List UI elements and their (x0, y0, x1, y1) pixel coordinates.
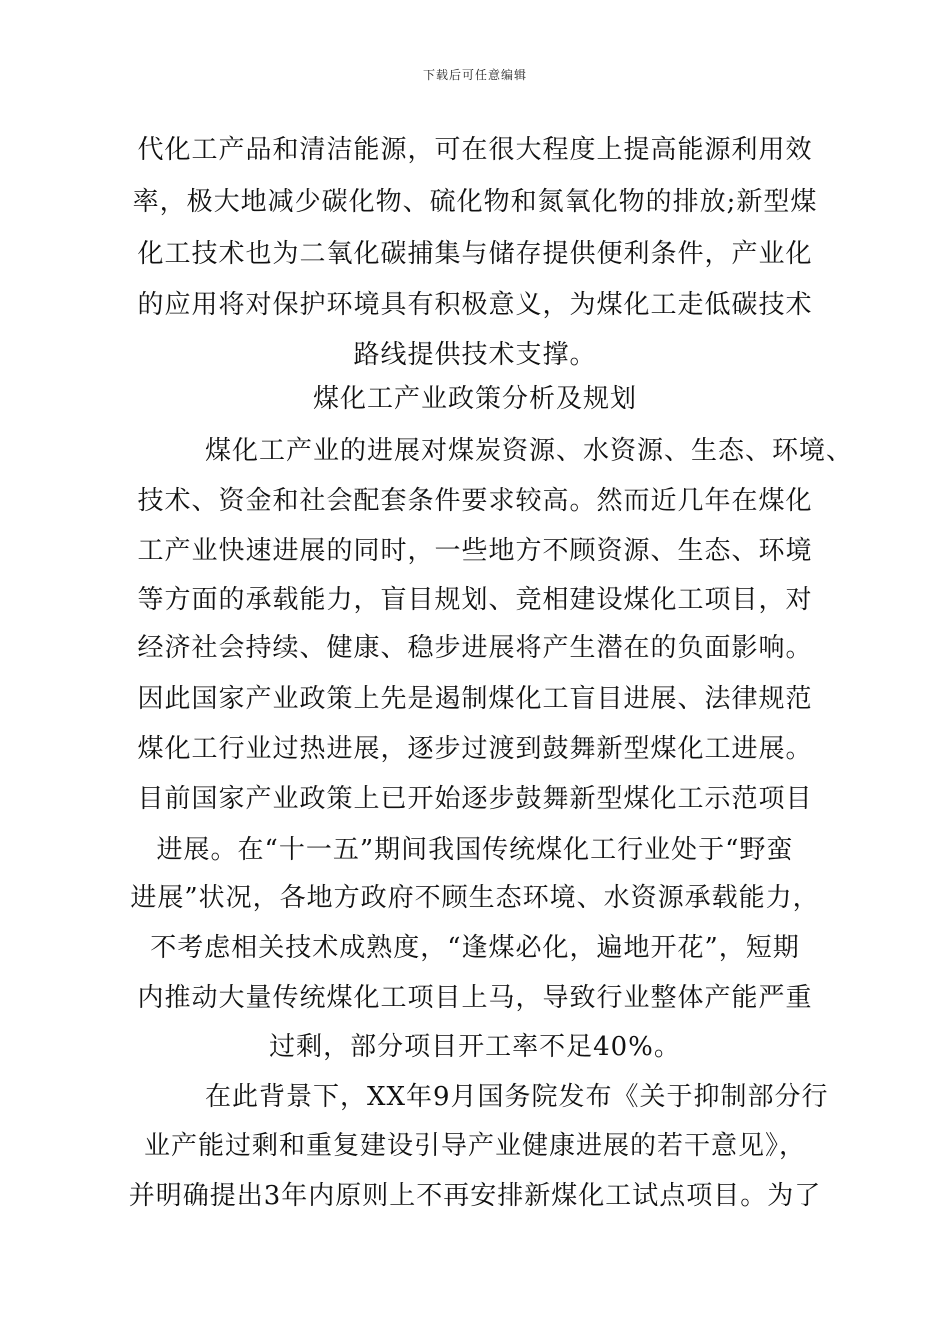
body-line: 因此国家产业政策上先是遏制煤化工盲目进展、法律规范 (137, 684, 813, 714)
body-line: 率，极大地减少碳化物、硫化物和氮氧化物的排放;新型煤 (132, 187, 818, 217)
body-line: 煤化工产业的进展对煤炭资源、水资源、生态、环境、 (205, 436, 854, 466)
body-line: 代化工产品和清洁能源，可在很大程度上提高能源利用效 (137, 135, 813, 165)
body-line: 在此背景下，XX年9月国务院发布《关于抑制部分行 (205, 1082, 829, 1112)
body-line: 并明确提出3年内原则上不再安排新煤化工试点项目。为了 (128, 1181, 822, 1211)
body-line: 的应用将对保护环境具有积极意义，为煤化工走低碳技术 (137, 290, 813, 320)
body-line: 经济社会持续、健康、稳步进展将产生潜在的负面影响。 (137, 633, 813, 663)
page-header: 下载后可任意编辑 (422, 68, 527, 82)
body-line: 目前国家产业政策上已开始逐步鼓舞新型煤化工示范项目 (137, 784, 813, 814)
body-line: 进展。在“十一五”期间我国传统煤化工行业处于“野蛮 (156, 835, 794, 865)
body-line: 不考虑相关技术成熟度，“逢煤必化，遍地开花”，短期 (150, 933, 800, 963)
body-line: 技术、资金和社会配套条件要求较高。然而近几年在煤化 (137, 486, 813, 516)
body-line: 等方面的承载能力，盲目规划、竞相建设煤化工项目，对 (137, 585, 813, 615)
body-line: 路线提供技术支撑。 (353, 340, 597, 370)
body-line: 工产业快速进展的同时，一些地方不顾资源、生态、环境 (137, 536, 813, 566)
body-line: 内推动大量传统煤化工项目上马，导致行业整体产能严重 (137, 983, 813, 1013)
section-title: 煤化工产业政策分析及规划 (312, 384, 637, 414)
body-line: 业产能过剩和重复建设引导产业健康进展的若干意见》， (143, 1131, 806, 1161)
body-line: 进展”状况，各地方政府不顾生态环境、水资源承载能力， (130, 883, 820, 913)
body-line: 化工技术也为二氧化碳捕集与储存提供便利条件，产业化 (137, 239, 813, 269)
body-line: 过剩，部分项目开工率不足40%。 (269, 1032, 681, 1062)
body-line: 煤化工行业过热进展，逐步过渡到鼓舞新型煤化工进展。 (137, 734, 813, 764)
